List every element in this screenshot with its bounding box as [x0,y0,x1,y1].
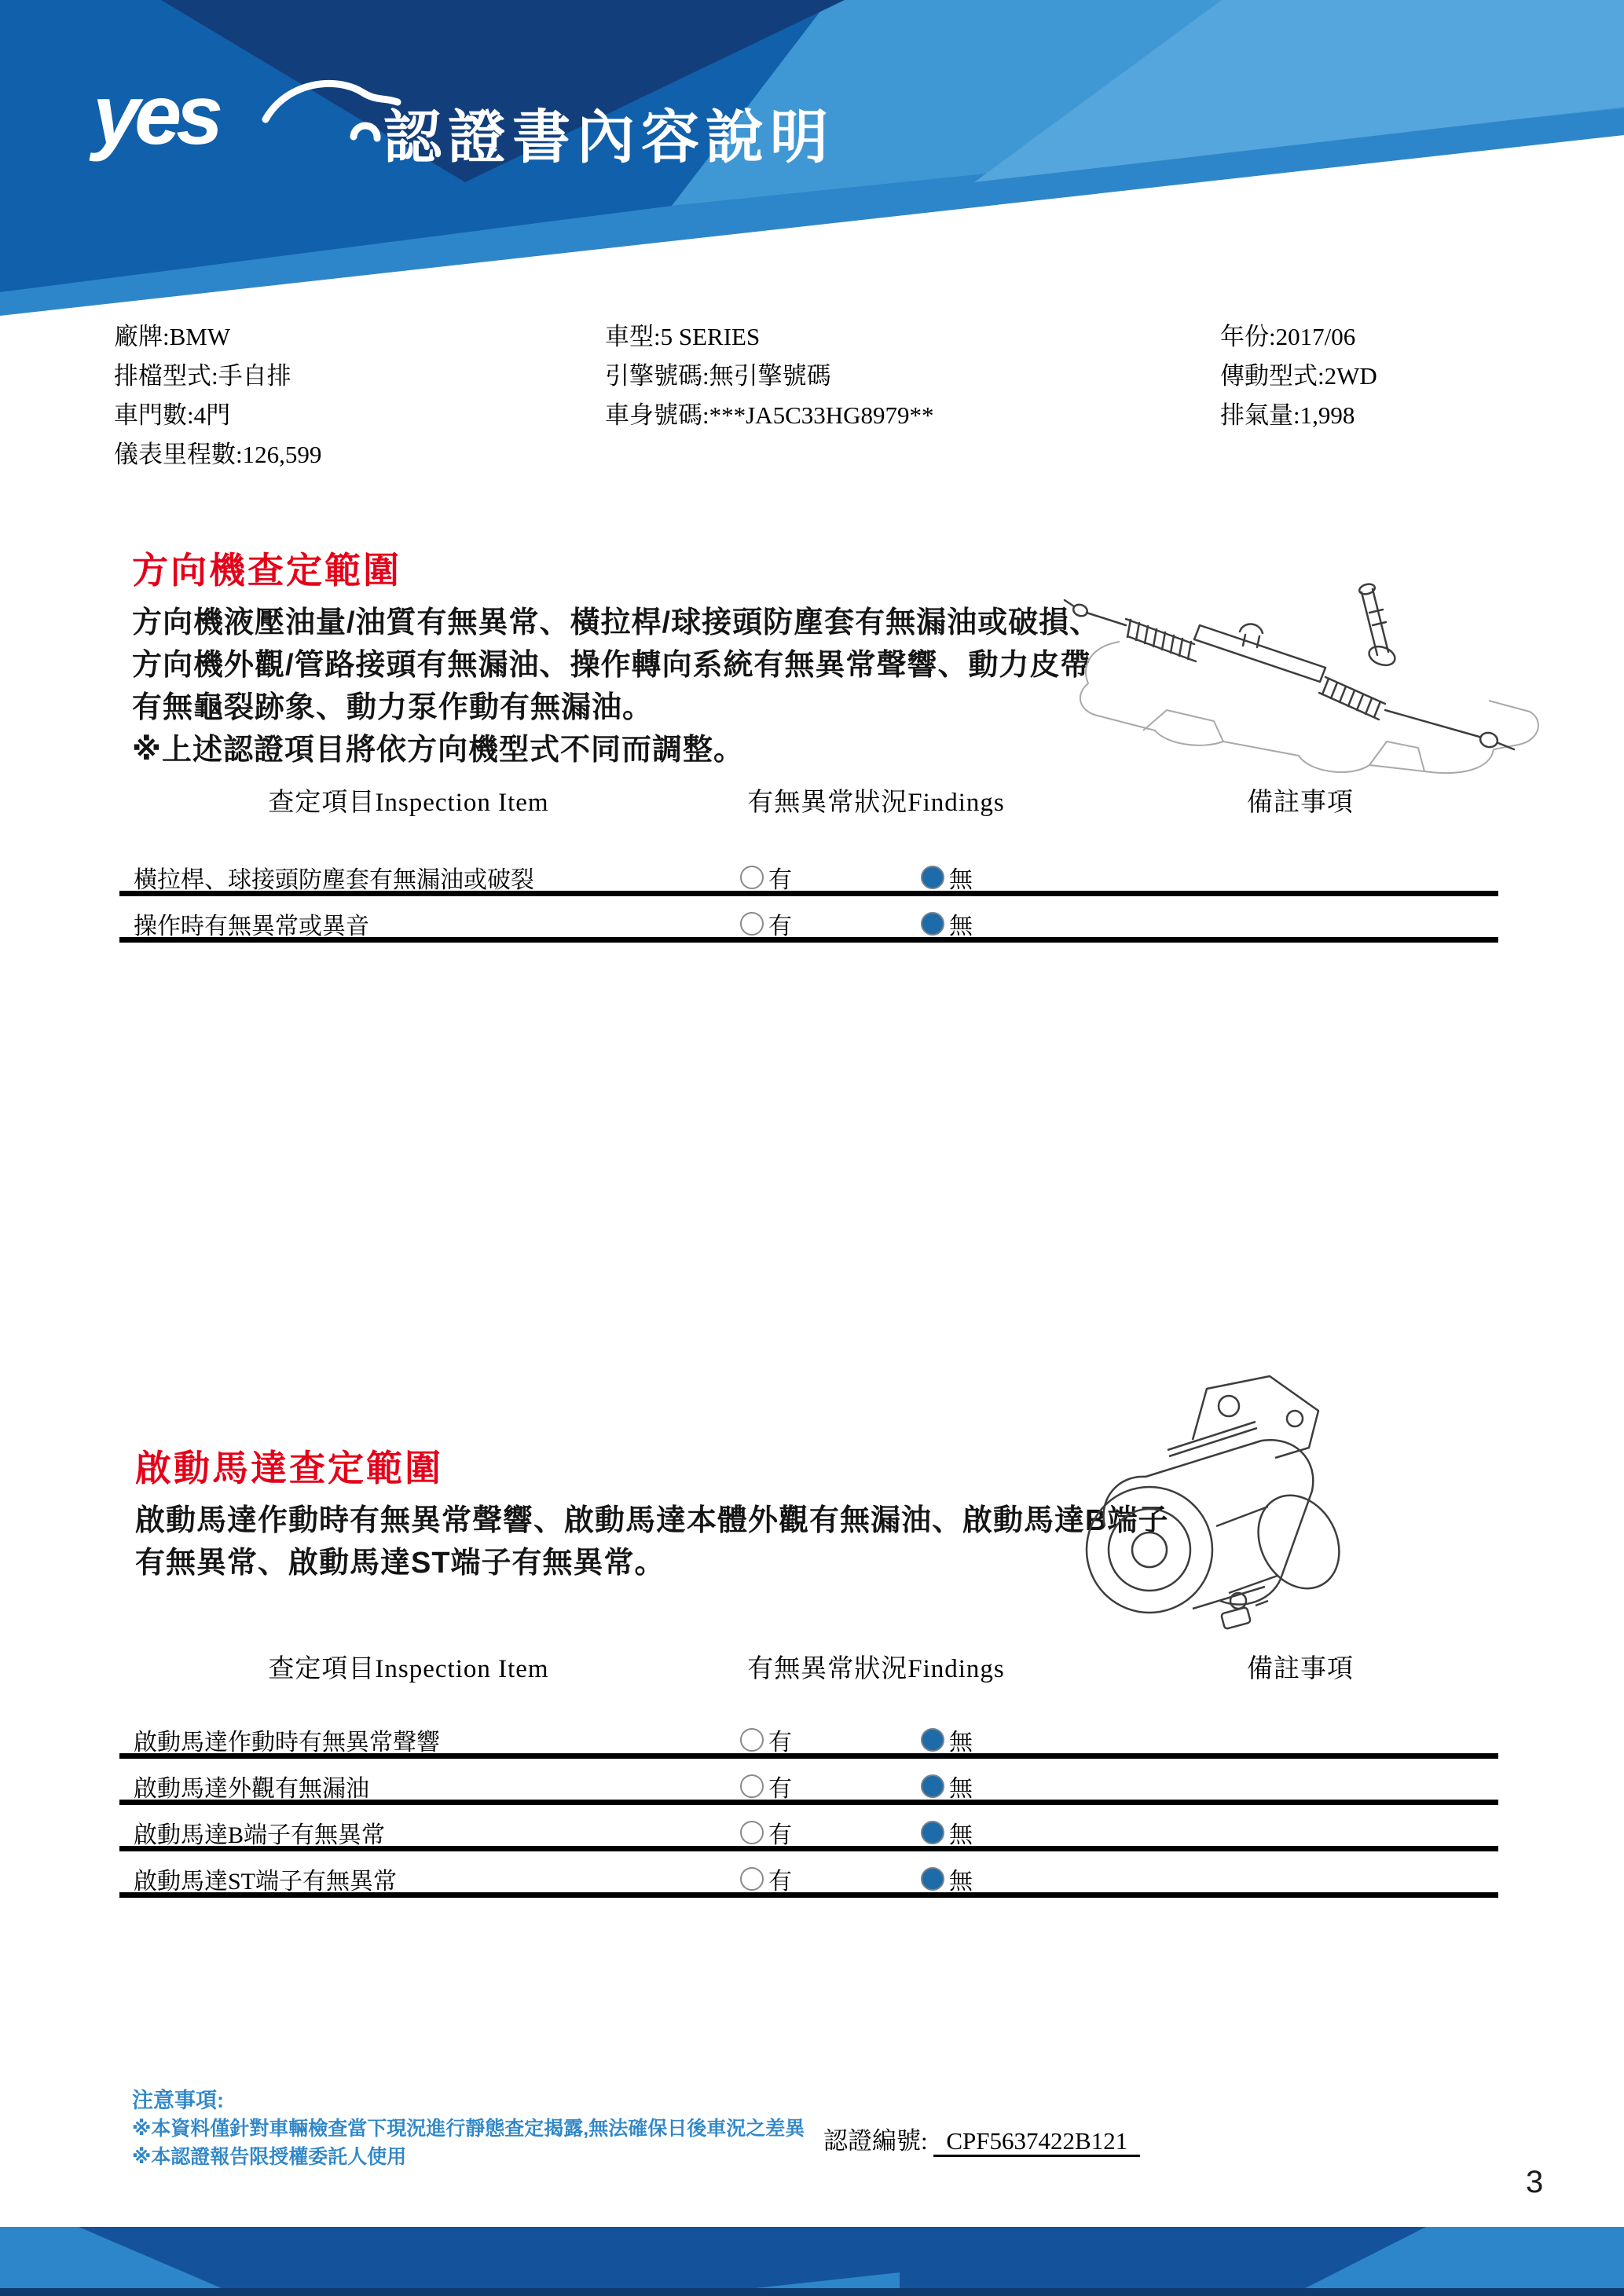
inspection-table-starter [119,1712,1498,1898]
radio-option-yes[interactable] [740,1723,792,1757]
description-line: 有無龜裂跡象、動力泵作動有無漏油。 [132,691,654,724]
vehicle-info-field: 年份:2017/06 [1220,323,1356,350]
radio-option-no[interactable] [921,906,973,941]
vehicle-info-field: 車門數:4門 [114,401,231,429]
inspection-item-label: 啟動馬達作動時有無異常聲響 [134,1730,440,1756]
radio-option-label: 無 [949,1776,973,1802]
description-line: 方向機外觀/管路接頭有無漏油、操作轉向系統有無異常聲響、動力皮帶 [132,649,1091,682]
radio-option-label: 有 [768,1776,792,1802]
table-row [119,1759,1498,1805]
radio-button-icon[interactable] [921,1821,944,1844]
radio-option-no[interactable] [921,860,973,895]
radio-option-label: 有 [768,867,792,893]
table-row [119,1851,1498,1898]
radio-button-icon[interactable] [921,1774,944,1798]
certificate-number-label: 認證編號: [823,2127,928,2155]
radio-button-icon[interactable] [921,912,944,936]
radio-option-yes[interactable] [740,1862,792,1896]
description-line: 啟動馬達作動時有無異常聲響、啟動馬達本體外觀有無漏油、啟動馬達B端子 [135,1504,1169,1537]
radio-option-label: 無 [949,1822,973,1848]
table-row [119,1805,1498,1851]
radio-button-icon[interactable] [921,1867,944,1891]
section-title-steering: 方向機查定範圍 [132,550,401,591]
radio-button-icon[interactable] [740,1821,764,1844]
radio-option-label: 有 [768,1730,792,1756]
radio-option-yes[interactable] [740,1815,792,1850]
yes-logo [93,67,352,178]
radio-option-label: 無 [949,914,973,939]
radio-option-yes[interactable] [740,1769,792,1803]
inspection-item-label: 啟動馬達外觀有無漏油 [134,1776,369,1802]
radio-button-icon[interactable] [740,866,764,889]
column-header-remarks: 備註事項 [1247,1655,1354,1683]
radio-button-icon[interactable] [740,1774,764,1798]
radio-option-label: 無 [949,1730,973,1756]
vehicle-info-column-1 [114,317,321,474]
radio-option-label: 有 [768,1822,792,1848]
radio-option-no[interactable] [921,1862,973,1896]
radio-button-icon[interactable] [740,912,764,936]
radio-option-yes[interactable] [740,860,792,895]
radio-option-label: 有 [768,1869,792,1895]
note-line: ※本認證報告限授權委託人使用 [132,2146,407,2168]
vehicle-info-field: 儀表里程數:126,599 [114,441,322,468]
notes-list [132,2113,805,2170]
radio-option-label: 無 [949,1869,973,1895]
column-header-inspection-item: 查定項目Inspection Item [268,1655,549,1683]
radio-option-no[interactable] [921,1815,973,1850]
vehicle-info-column-3 [1220,317,1377,434]
vehicle-info-field: 排氣量:1,998 [1220,401,1355,429]
vehicle-info-field: 車身號碼:***JA5C33HG8979** [605,401,934,429]
inspection-item-label: 啟動馬達B端子有無異常 [134,1822,386,1848]
section-description-steering [132,602,1100,771]
vehicle-info-field: 排檔型式:手自排 [114,362,291,390]
radio-option-no[interactable] [921,1723,973,1757]
section-title-starter: 啟動馬達查定範圍 [135,1448,443,1489]
column-header-findings: 有無異常狀況Findings [747,1655,1005,1683]
section-description-starter [135,1500,1168,1584]
description-line: ※上述認證項目將依方向機型式不同而調整。 [132,734,744,767]
radio-button-icon[interactable] [921,1728,944,1752]
footer-banner-graphic [0,2227,1624,2296]
page-title: 認證書內容說明 [383,104,834,170]
certificate-number-value: CPF5637422B121 [933,2127,1140,2157]
inspection-item-label: 橫拉桿、球接頭防塵套有無漏油或破裂 [134,867,534,893]
steering-rack-illustration [1049,544,1567,787]
description-line: 方向機液壓油量/油質有無異常、橫拉桿/球接頭防塵套有無漏油或破損、 [132,606,1101,639]
inspection-item-label: 啟動馬達ST端子有無異常 [134,1869,398,1895]
vehicle-info-column-2 [605,317,934,434]
description-line: 有無異常、啟動馬達ST端子有無異常。 [135,1547,665,1580]
radio-button-icon[interactable] [740,1728,764,1752]
column-header-inspection-item: 查定項目Inspection Item [268,789,549,817]
radio-option-no[interactable] [921,1769,973,1803]
starter-motor-illustration [1075,1365,1373,1648]
vehicle-info-field: 廠牌:BMW [114,323,231,350]
certificate-number-row [823,2121,1140,2156]
inspection-item-label: 操作時有無異常或異音 [134,914,369,939]
radio-option-label: 無 [949,867,973,893]
table-row [119,1712,1498,1759]
vehicle-info-field: 引擎號碼:無引擎號碼 [605,362,831,390]
page-number: 3 [1526,2165,1544,2199]
table-row [119,850,1498,896]
note-line: ※本資料僅針對車輛檢查當下現況進行靜態查定揭露,無法確保日後車況之差異 [132,2118,805,2140]
column-header-findings: 有無異常狀況Findings [747,789,1005,817]
radio-button-icon[interactable] [921,866,944,889]
vehicle-info-field: 車型:5 SERIES [605,323,761,350]
vehicle-info-field: 傳動型式:2WD [1220,362,1377,390]
table-row [119,896,1498,943]
inspection-table-steering [119,850,1498,943]
radio-option-yes[interactable] [740,906,792,941]
yes-logo-text: yes [93,67,218,162]
notes-title: 注意事項: [132,2089,224,2112]
column-header-remarks: 備註事項 [1247,789,1354,817]
radio-option-label: 有 [768,914,792,939]
radio-button-icon[interactable] [740,1867,764,1891]
